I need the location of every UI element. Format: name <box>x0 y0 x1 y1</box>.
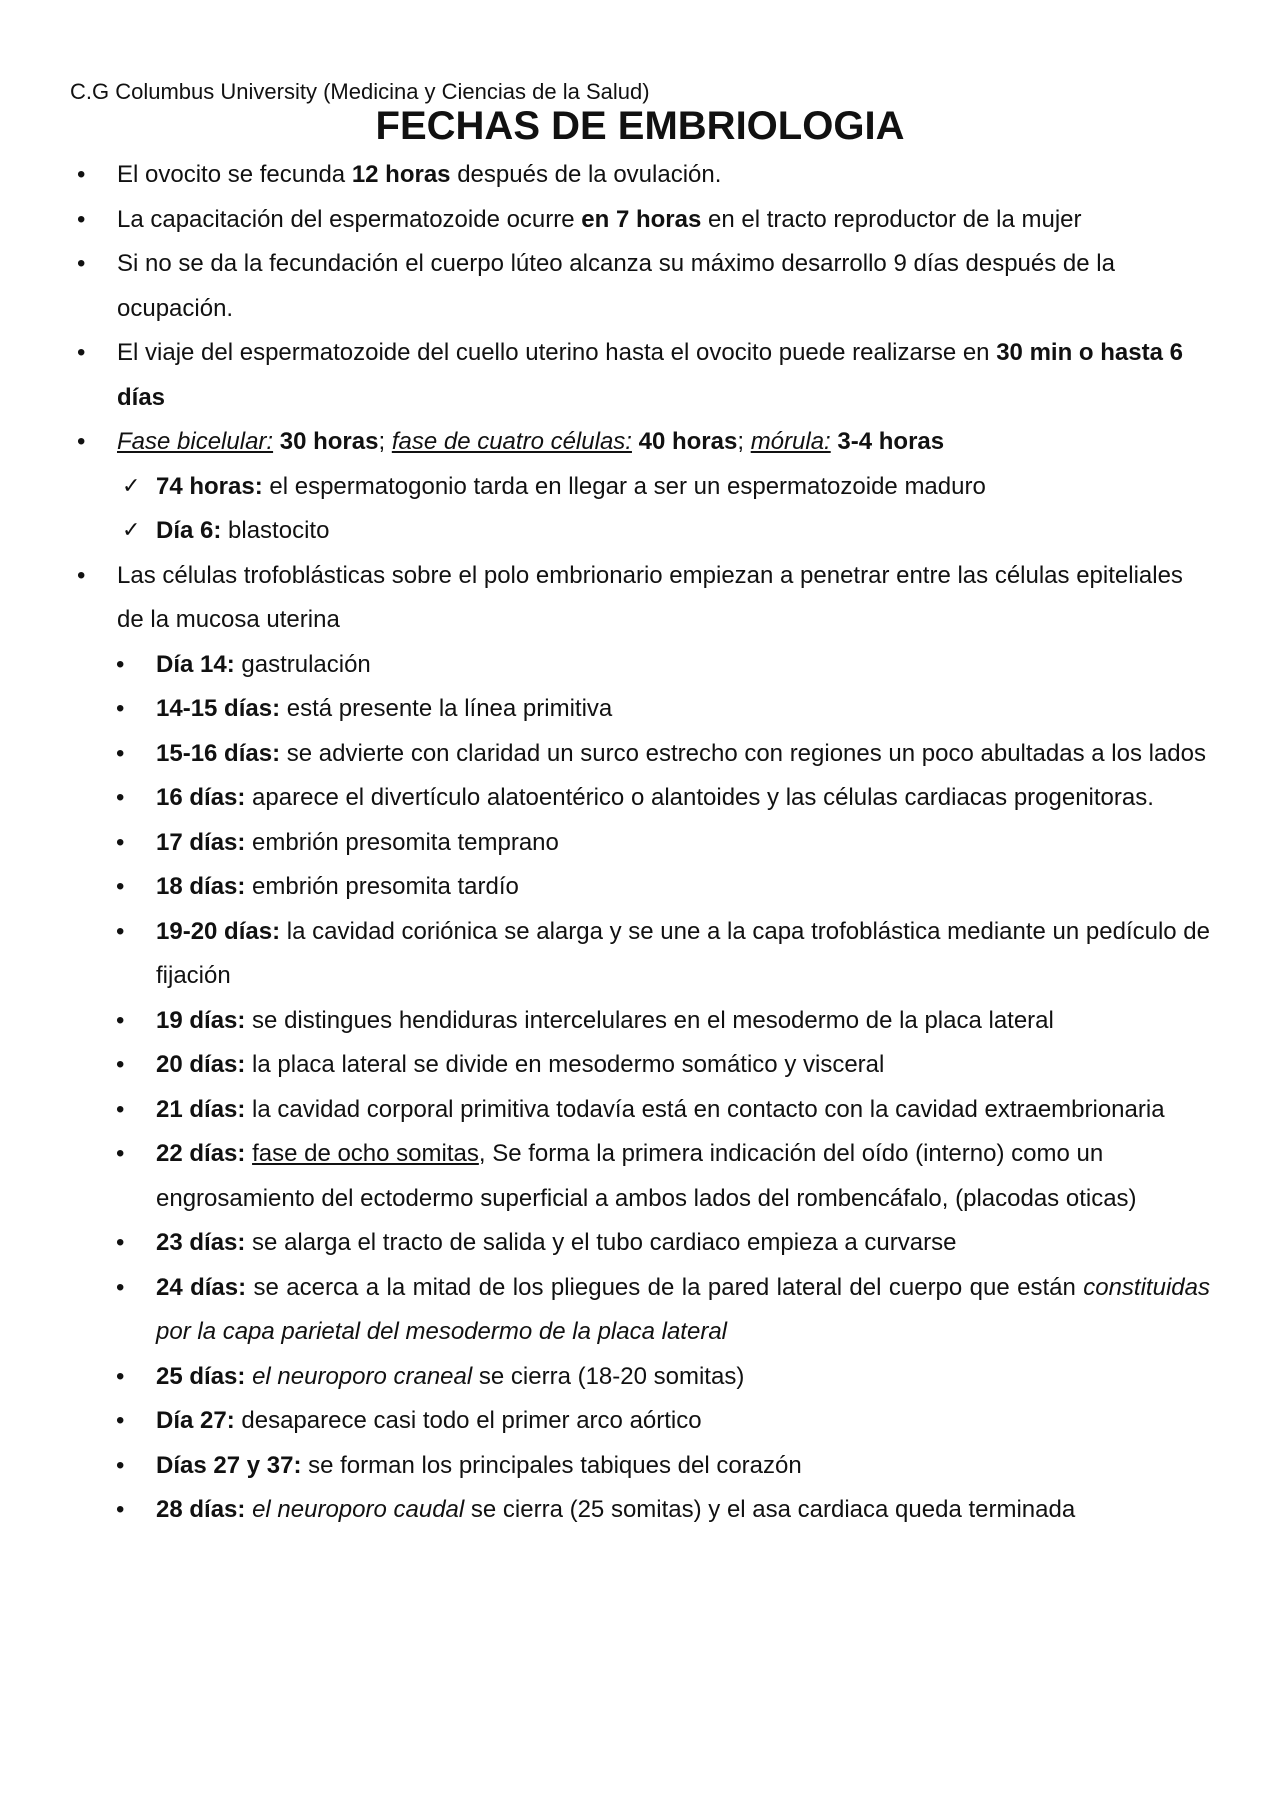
timeline-item: • 25 días: el neuroporo craneal se cierra (18-20 somitas) <box>70 1355 1210 1400</box>
timeline-item: • Día 14: gastrulación <box>70 643 1210 688</box>
timeline-item: • Días 27 y 37: se forman los principales tabiques del corazón <box>70 1444 1210 1489</box>
list-item: • La capacitación del espermatozoide ocurre en 7 horas en el tracto reproductor de la mujer <box>70 198 1210 243</box>
list-item: • El ovocito se fecunda 12 horas después de la ovulación. <box>70 153 1210 198</box>
timeline-item: • 15-16 días: se advierte con claridad un surco estrecho con regiones un poco abultadas a los lados <box>70 732 1210 777</box>
timeline-item: • 23 días: se alarga el tracto de salida y el tubo cardiaco empieza a curvarse <box>70 1221 1210 1266</box>
document-header: C.G Columbus University (Medicina y Ciencias de la Salud) <box>70 79 650 104</box>
main-list-continued <box>70 554 1210 643</box>
timeline-item: • 19 días: se distingues hendiduras intercelulares en el mesodermo de la placa lateral <box>70 999 1210 1044</box>
timeline-item: • 16 días: aparece el divertículo alatoentérico o alantoides y las células cardiacas progenitoras. <box>70 776 1210 821</box>
timeline-item: • 19-20 días: la cavidad coriónica se alarga y se une a la capa trofoblástica mediante un pedículo de fijación <box>70 910 1210 999</box>
timeline-item: • 14-15 días: está presente la línea primitiva <box>70 687 1210 732</box>
timeline-item: • 22 días: fase de ocho somitas, Se forma la primera indicación del oído (interno) como un engrosamiento del ectodermo superficial a ambos lados del rombencáfalo, (placodas oticas) <box>70 1132 1210 1221</box>
list-item-phases: • Fase bicelular: 30 horas; fase de cuatro células: 40 horas; mórula: 3-4 horas <box>70 420 1210 465</box>
timeline-list <box>70 643 1210 1533</box>
timeline-item: • 18 días: embrión presomita tardío <box>70 865 1210 910</box>
check-item: ✓ Día 6: blastocito <box>70 509 1210 554</box>
page-title: FECHAS DE EMBRIOLOGIA <box>375 104 905 148</box>
list-item: • Si no se da la fecundación el cuerpo lúteo alcanza su máximo desarrollo 9 días después de la ocupación. <box>70 242 1210 331</box>
timeline-item: • 21 días: la cavidad corporal primitiva todavía está en contacto con la cavidad extraembrionaria <box>70 1088 1210 1133</box>
timeline-item: • 20 días: la placa lateral se divide en mesodermo somático y visceral <box>70 1043 1210 1088</box>
check-item: ✓ 74 horas: el espermatogonio tarda en llegar a ser un espermatozoide maduro <box>70 465 1210 510</box>
list-item: • El viaje del espermatozoide del cuello uterino hasta el ovocito puede realizarse en 30 min o hasta 6 días <box>70 331 1210 420</box>
timeline-item: • 17 días: embrión presomita temprano <box>70 821 1210 866</box>
timeline-item: • Día 27: desaparece casi todo el primer arco aórtico <box>70 1399 1210 1444</box>
main-list <box>70 153 1210 465</box>
timeline-item: • 28 días: el neuroporo caudal se cierra (25 somitas) y el asa cardiaca queda terminada <box>70 1488 1210 1533</box>
list-item: • Las células trofoblásticas sobre el polo embrionario empiezan a penetrar entre las células epiteliales de la mucosa uterina <box>70 554 1210 643</box>
check-list <box>70 465 1210 554</box>
timeline-item: • 24 días: se acerca a la mitad de los pliegues de la pared lateral del cuerpo que están constituidas por la capa parietal del mesodermo de la placa lateral <box>70 1266 1210 1355</box>
